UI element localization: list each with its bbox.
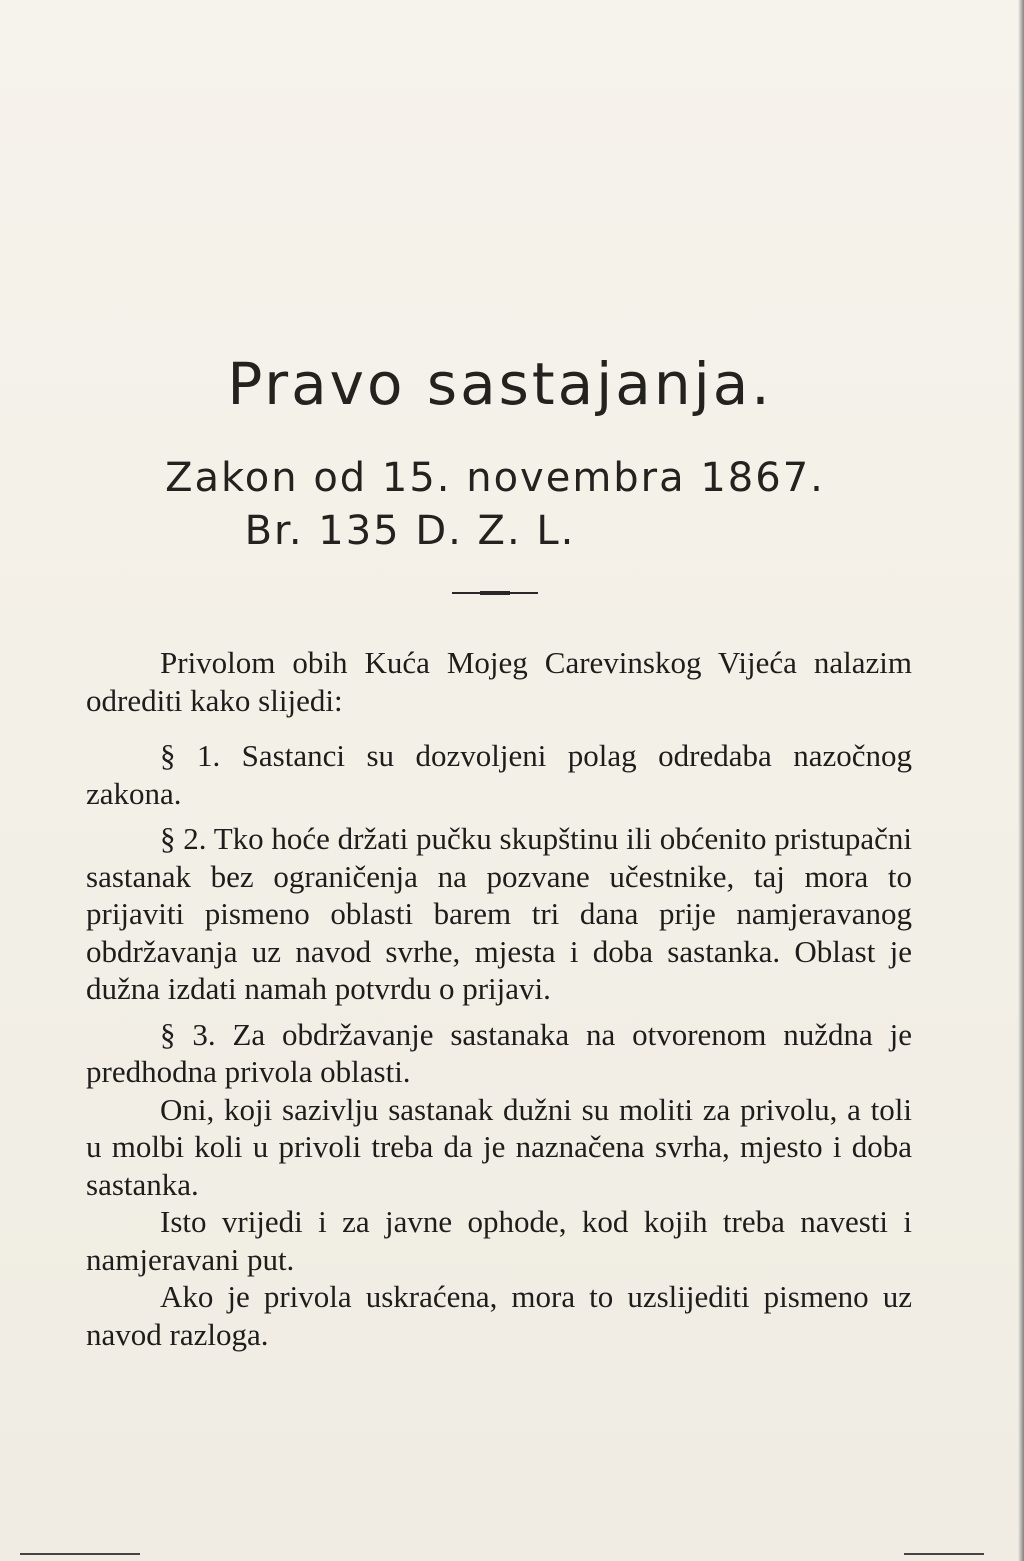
law-body xyxy=(86,644,912,1353)
preamble-paragraph: Privolom obih Kuća Mojeg Carevinskog Vijeća nalazim odrediti kako slijedi: xyxy=(86,645,912,718)
bottom-edge-mark-left xyxy=(20,1553,140,1555)
section-3-paragraph: § 3. Za obdržavanje sastanaka na otvorenom nuždna je predhodna privola oblasti. xyxy=(86,1016,912,1089)
section-1-paragraph: § 1. Sastanci su dozvoljeni polag odredaba nazočnog zakona. xyxy=(86,738,912,811)
law-date: Zakon od 15. novembra 1867. xyxy=(165,455,825,501)
section-3-paragraph-3: Isto vrijedi i za javne ophode, kod kojih treba navesti i namjeravani put. xyxy=(86,1204,912,1277)
section-3-paragraph-4: Ako je privola uskraćena, mora to uzslijediti pismeno uz navod razloga. xyxy=(86,1279,912,1352)
section-3-paragraph-2: Oni, koji sazivlju sastanak dužni su moliti za privolu, a toli u molbi koli u privoli treba da je naznačena svrha, mjesto i doba sastanka. xyxy=(86,1091,912,1202)
bottom-edge-mark-right xyxy=(904,1553,984,1555)
page-edge-shadow xyxy=(1018,0,1024,1561)
document-title: Pravo sastajanja. xyxy=(227,350,773,418)
section-2-paragraph: § 2. Tko hoće držati pučku skupštinu ili obćenito pristupačni sastanak bez ograničenja na pozvane učestnike, taj mora to prijaviti pismeno oblasti barem tri dana prije namjeravanog obdržavanja uz navod svrhe, mjesta i doba sastanka. Oblast je dužna izdati namah potvrdu o prijavi. xyxy=(86,821,912,1006)
law-number: Br. 135 D. Z. L. xyxy=(244,508,576,554)
ornamental-divider xyxy=(452,592,538,594)
